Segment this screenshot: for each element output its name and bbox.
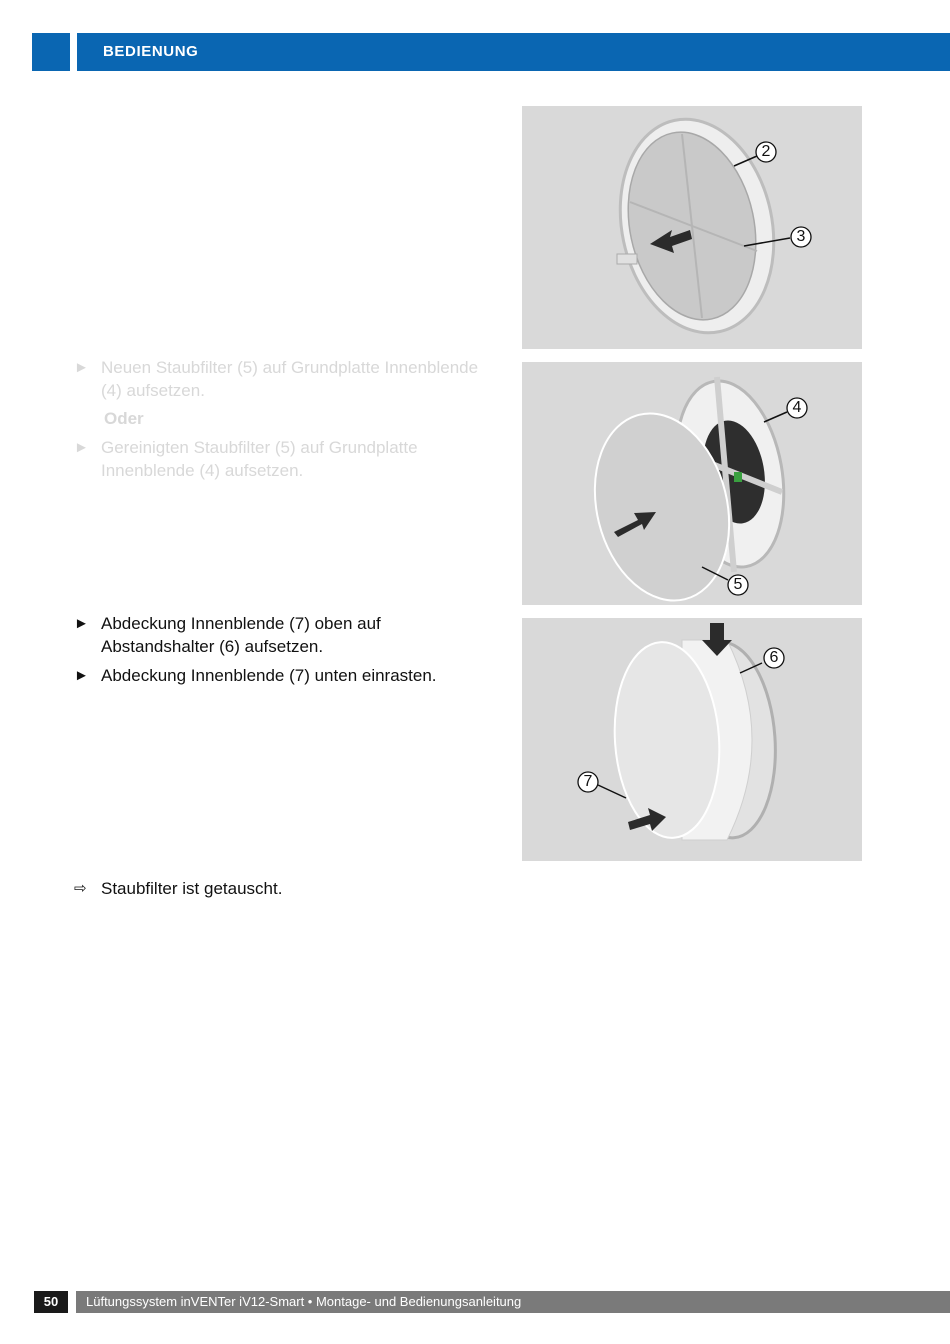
footer-bar bbox=[76, 1291, 950, 1313]
step-text: Abdeckung Innenblende (7) oben auf Abstandshalter (6) aufsetzen. bbox=[101, 614, 381, 656]
callout-label: 7 bbox=[583, 773, 593, 790]
footer-text: Lüftungssystem inVENTer iV12-Smart • Montage- und Bedienungsanleitung bbox=[86, 1294, 522, 1309]
section-title: BEDIENUNG bbox=[103, 43, 199, 60]
callout-label: 3 bbox=[796, 228, 806, 245]
page-number: 50 bbox=[34, 1291, 68, 1313]
callout-label: 6 bbox=[769, 649, 779, 666]
header-accent-block bbox=[32, 33, 70, 71]
section-header bbox=[77, 33, 950, 71]
result-arrow-icon: ⇨ bbox=[74, 880, 87, 897]
step-text: Neuen Staubfilter (5) auf Grundplatte Innenblende (4) aufsetzen. bbox=[101, 358, 479, 400]
callout-label: 5 bbox=[733, 576, 743, 593]
step-text: Abdeckung Innenblende (7) unten einrasten. bbox=[101, 666, 437, 685]
step-marker: ► bbox=[74, 439, 89, 456]
figure-remove-filter bbox=[522, 106, 862, 349]
figure-insert-filter bbox=[522, 362, 862, 605]
figure-attach-cover bbox=[522, 618, 862, 861]
oder-separator: Oder bbox=[104, 409, 144, 428]
step-marker: ► bbox=[74, 667, 89, 684]
step-text: Gereinigten Staubfilter (5) auf Grundplatte Innenblende (4) aufsetzen. bbox=[101, 438, 418, 480]
callout-label: 2 bbox=[761, 143, 771, 160]
step-marker: ► bbox=[74, 615, 89, 632]
callout-label: 4 bbox=[792, 399, 802, 416]
result-text: Staubfilter ist getauscht. bbox=[101, 879, 283, 898]
step-marker: ► bbox=[74, 359, 89, 376]
